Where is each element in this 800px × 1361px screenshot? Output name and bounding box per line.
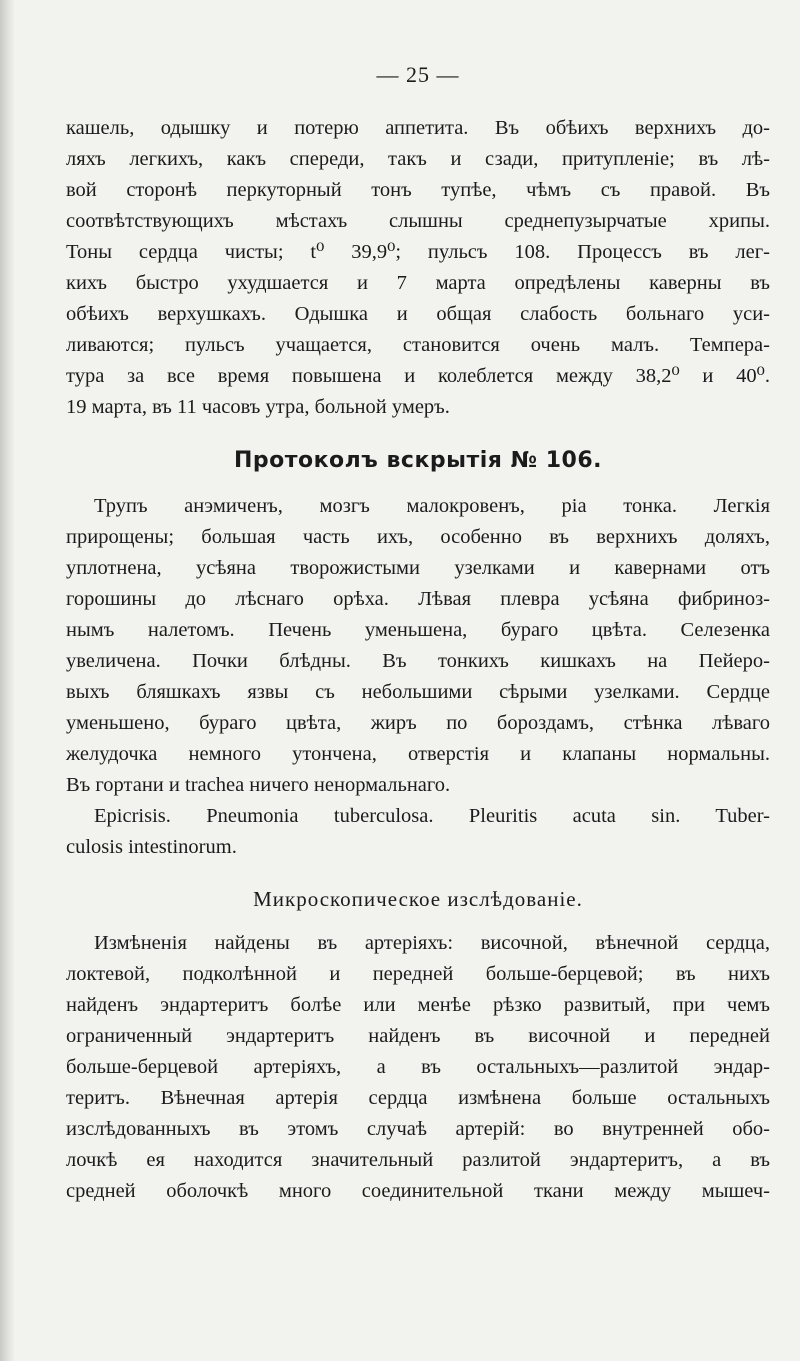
text-line: больше-берцевой артеріяхъ, а въ остальныхъ—разлитой эндар-	[66, 1056, 770, 1078]
text-line: тура за все время повышена и колеблется между 38,2⁰ и 40⁰.	[66, 365, 770, 387]
text-line: Въ гортани и trachea ничего ненормальнаго.	[66, 774, 451, 796]
text-line: кашель, одышку и потерю аппетита. Въ обѣихъ верхнихъ до-	[66, 117, 770, 139]
text-line: Тоны сердца чисты; t⁰ 39,9⁰; пульсъ 108. Процессъ въ лег-	[66, 241, 770, 263]
text-line: Epicrisis. Pneumonia tuberculosa. Pleuritis acuta sin. Tuber-	[94, 805, 770, 827]
paragraph-microscopy	[66, 928, 770, 1207]
autopsy-protocol-heading: Протоколъ вскрытія № 106.	[233, 448, 602, 473]
text-line: теритъ. Вѣнечная артерія сердца измѣнена больше остальныхъ	[66, 1087, 770, 1109]
text-line: ограниченный эндартеритъ найденъ въ височной и передней	[66, 1025, 770, 1047]
text-line: средней оболочкѣ много соединительной ткани между мышеч-	[66, 1180, 770, 1202]
text-line: лочкѣ ея находится значительный разлитой эндартеритъ, а въ	[66, 1149, 770, 1171]
text-line: Измѣненія найдены въ артеріяхъ: височной, вѣнечной сердца,	[94, 932, 770, 954]
paragraph-epicrisis	[66, 801, 770, 863]
text-line: Трупъ анэмиченъ, мозгъ малокровенъ, ріа тонка. Легкія	[94, 495, 770, 517]
text-line: локтевой, подколѣнной и передней больше-берцевой; въ нихъ	[66, 963, 770, 985]
text-line: горошины до лѣснаго орѣха. Лѣвая плевра усѣяна фибриноз-	[66, 588, 770, 610]
text-line: обѣихъ верхушкахъ. Одышка и общая слабость больнаго уси-	[66, 303, 770, 325]
text-line: изслѣдованныхъ въ этомъ случаѣ артерій: во внутренней обо-	[66, 1118, 770, 1140]
text-line: 19 марта, въ 11 часовъ утра, больной умеръ.	[66, 396, 450, 418]
text-line: найденъ эндартеритъ болѣе или менѣе рѣзко развитый, при чемъ	[66, 994, 770, 1016]
text-line: соотвѣтствующихъ мѣстахъ слышны среднепузырчатые хрипы.	[66, 210, 770, 232]
microscopic-study-heading: Микроскопическое изслѣдованіе.	[253, 887, 583, 911]
paragraph-autopsy	[66, 491, 770, 801]
page-spine-shadow	[0, 0, 14, 1361]
page-number: — 25 —	[376, 62, 460, 87]
text-line: ливаются; пульсъ учащается, становится очень малъ. Темпера-	[66, 334, 770, 356]
text-line: culosis intestinorum.	[66, 836, 237, 858]
text-line: кихъ быстро ухудшается и 7 марта опредѣлены каверны въ	[66, 272, 770, 294]
text-line: вой сторонѣ перкуторный тонъ тупѣе, чѣмъ съ правой. Въ	[66, 179, 770, 201]
text-line: уменьшено, бураго цвѣта, жиръ по бороздамъ, стѣнка лѣваго	[66, 712, 770, 734]
text-line: увеличена. Почки блѣдны. Въ тонкихъ кишкахъ на Пейеро-	[66, 650, 770, 672]
text-line: нымъ налетомъ. Печень уменьшена, бураго цвѣта. Селезенка	[66, 619, 770, 641]
text-line: прирощены; большая часть ихъ, особенно въ верхнихъ доляхъ,	[66, 526, 770, 548]
text-line: ляхъ легкихъ, какъ спереди, такъ и сзади, притупленіе; въ лѣ-	[66, 148, 770, 170]
text-line: выхъ бляшкахъ язвы съ небольшими сѣрыми узелками. Сердце	[66, 681, 770, 703]
text-line: желудочка немного утончена, отверстія и клапаны нормальны.	[66, 743, 770, 765]
text-line: уплотнена, усѣяна творожистыми узелками и кавернами отъ	[66, 557, 770, 579]
paragraph-case-history	[66, 113, 770, 423]
